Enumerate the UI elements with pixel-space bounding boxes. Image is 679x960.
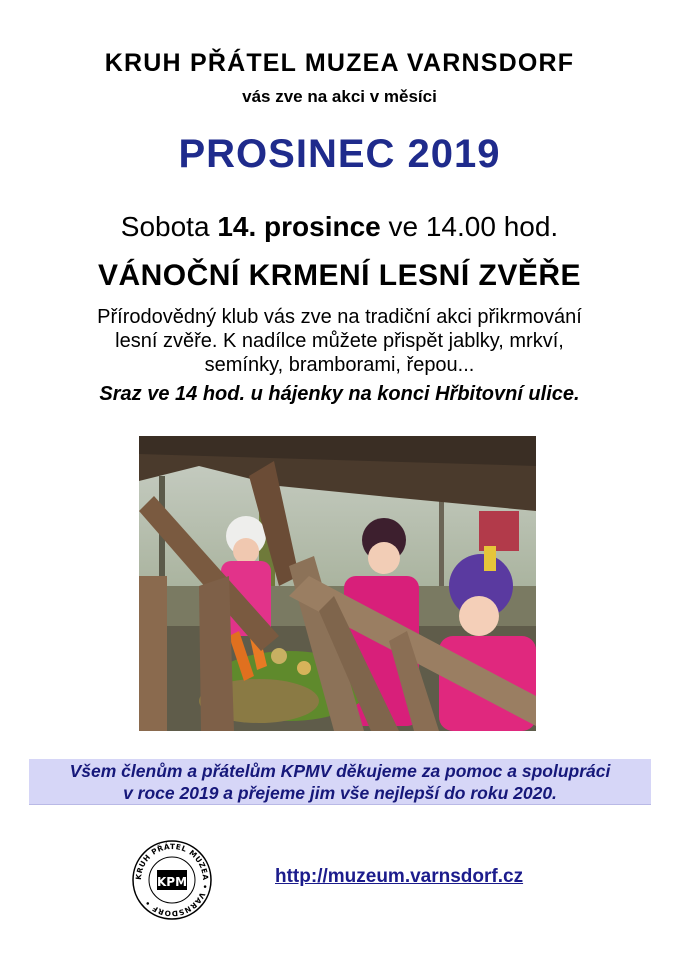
thanks-line: v roce 2019 a přejeme jim vše nejlepší do roku 2020.	[123, 783, 557, 803]
month-heading: PROSINEC 2019	[178, 132, 501, 176]
event-description-line: Přírodovědný klub vás zve na tradiční akci přikrmování	[97, 306, 582, 328]
event-description-line: lesní zvěře. K nadílce můžete přispět jablky, mrkví,	[115, 330, 564, 352]
event-date	[0, 211, 679, 243]
thanks-line: Všem členům a přátelům KPMV děkujeme za pomoc a spolupráci	[69, 761, 611, 781]
event-title: VÁNOČNÍ KRMENÍ LESNÍ ZVĚŘE	[97, 259, 582, 292]
website-link[interactable]: http://muzeum.varnsdorf.cz	[275, 866, 524, 887]
event-date-suffix: ve 14.00 hod.	[388, 211, 559, 242]
event-date-prefix: Sobota	[120, 211, 210, 242]
thanks-banner	[29, 759, 651, 805]
svg-text:KPM: KPM	[156, 875, 188, 889]
organization-title: KRUH PŘÁTEL MUZEA VARNSDORF	[104, 49, 575, 77]
museum-logo	[131, 839, 213, 921]
svg-text:KRUH PŘÁTEL MUZEA • VARNSDORF: KRUH PŘÁTEL MUZEA • VARNSDORF •	[133, 841, 211, 919]
event-photo	[139, 436, 536, 731]
meeting-point: Sraz ve 14 hod. u hájenky na konci Hřbitovní ulice.	[99, 383, 580, 405]
invite-text: vás zve na akci v měsíci	[242, 87, 437, 106]
event-date-main: 14. prosince	[217, 211, 381, 242]
event-description-line: semínky, bramborami, řepou...	[204, 354, 475, 376]
